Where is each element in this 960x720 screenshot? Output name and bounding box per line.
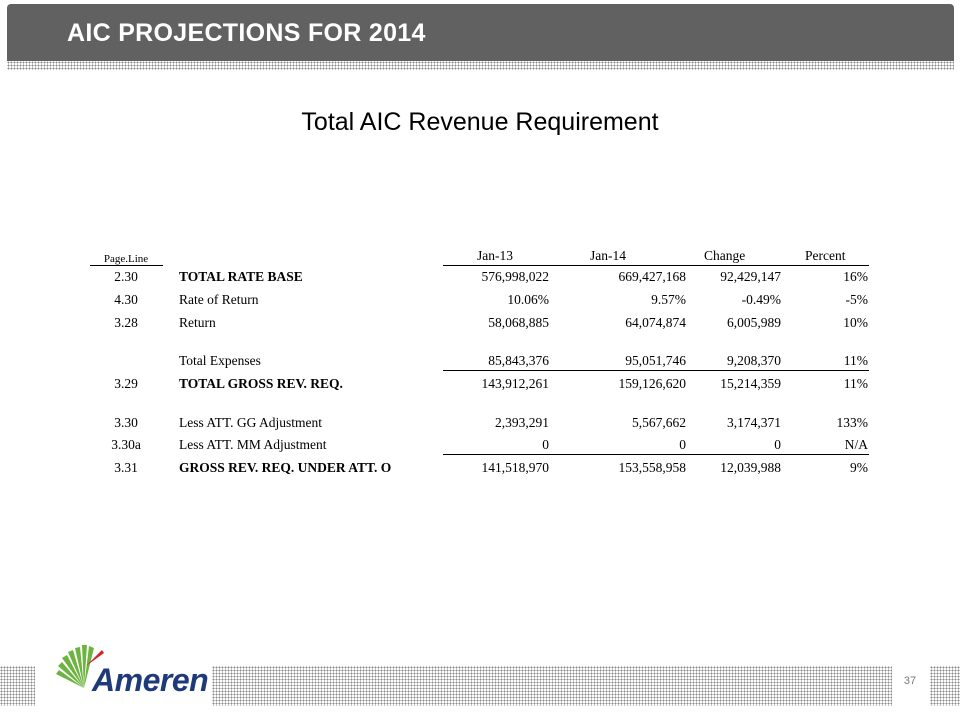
row-change: -0.49% [741, 292, 781, 307]
row-page-line: 3.28 [114, 315, 138, 330]
row-jan13: 0 [542, 437, 549, 452]
row-percent: 11% [843, 353, 868, 368]
row-jan14: 0 [679, 437, 686, 452]
header-rule [90, 265, 163, 266]
row-percent: 11% [843, 376, 868, 391]
row-description: Less ATT. MM Adjustment [179, 437, 327, 452]
col-header-page-line: Page.Line [103, 253, 149, 265]
row-jan13: 10.06% [507, 292, 549, 307]
subtotal-rule [443, 370, 869, 371]
row-page-line: 2.30 [114, 269, 138, 284]
row-jan13: 85,843,376 [488, 353, 549, 368]
ameren-logo: Ameren [92, 662, 209, 698]
row-percent: 10% [843, 315, 868, 330]
row-change: 6,005,989 [727, 315, 781, 330]
row-change: 3,174,371 [727, 415, 781, 430]
row-jan14: 64,074,874 [625, 315, 686, 330]
row-page-line: 3.30 [114, 415, 138, 430]
col-header-change: Change [704, 248, 746, 263]
row-jan13: 2,393,291 [495, 415, 549, 430]
dotted-band [212, 666, 892, 706]
title-bar [7, 4, 954, 61]
row-description: Return [179, 315, 216, 330]
row-change: 92,429,147 [720, 269, 781, 284]
col-header-percent: Percent [805, 248, 846, 263]
col-header-jan13: Jan-13 [477, 248, 513, 263]
row-jan13: 576,998,022 [481, 269, 549, 284]
row-jan14: 159,126,620 [618, 376, 686, 391]
row-jan13: 141,518,970 [481, 460, 549, 475]
row-description: TOTAL GROSS REV. REQ. [179, 376, 343, 391]
row-jan14: 95,051,746 [625, 353, 686, 368]
row-description: Less ATT. GG Adjustment [179, 415, 322, 430]
row-jan14: 5,567,662 [632, 415, 686, 430]
row-percent: 16% [843, 269, 868, 284]
row-page-line: 3.30a [111, 437, 141, 452]
row-change: 0 [774, 437, 781, 452]
row-description: Rate of Return [179, 292, 259, 307]
row-jan13: 143,912,261 [481, 376, 549, 391]
row-percent: 9% [850, 460, 868, 475]
row-page-line: 4.30 [114, 292, 138, 307]
row-percent: -5% [845, 292, 868, 307]
row-page-line: 3.29 [114, 376, 138, 391]
row-jan14: 669,427,168 [618, 269, 686, 284]
col-header-jan14: Jan-14 [590, 248, 626, 263]
dotted-divider [7, 61, 954, 70]
page-number: 37 [903, 675, 917, 687]
header-rule [443, 265, 869, 266]
subtotal-rule [443, 454, 869, 455]
row-page-line: 3.31 [114, 460, 138, 475]
table-heading: Total AIC Revenue Requirement [301, 108, 659, 136]
row-description: GROSS REV. REQ. UNDER ATT. O [179, 460, 392, 475]
dotted-band [0, 666, 35, 706]
row-jan14: 153,558,958 [618, 460, 686, 475]
row-jan13: 58,068,885 [488, 315, 549, 330]
row-description: Total Expenses [179, 353, 261, 368]
row-description: TOTAL RATE BASE [179, 269, 303, 284]
row-change: 15,214,359 [720, 376, 781, 391]
slide-title: AIC PROJECTIONS FOR 2014 [67, 19, 426, 47]
dotted-band [930, 666, 960, 706]
row-change: 12,039,988 [720, 460, 781, 475]
row-percent: N/A [844, 437, 868, 452]
row-change: 9,208,370 [727, 353, 781, 368]
row-percent: 133% [836, 415, 868, 430]
row-jan14: 9.57% [651, 292, 686, 307]
